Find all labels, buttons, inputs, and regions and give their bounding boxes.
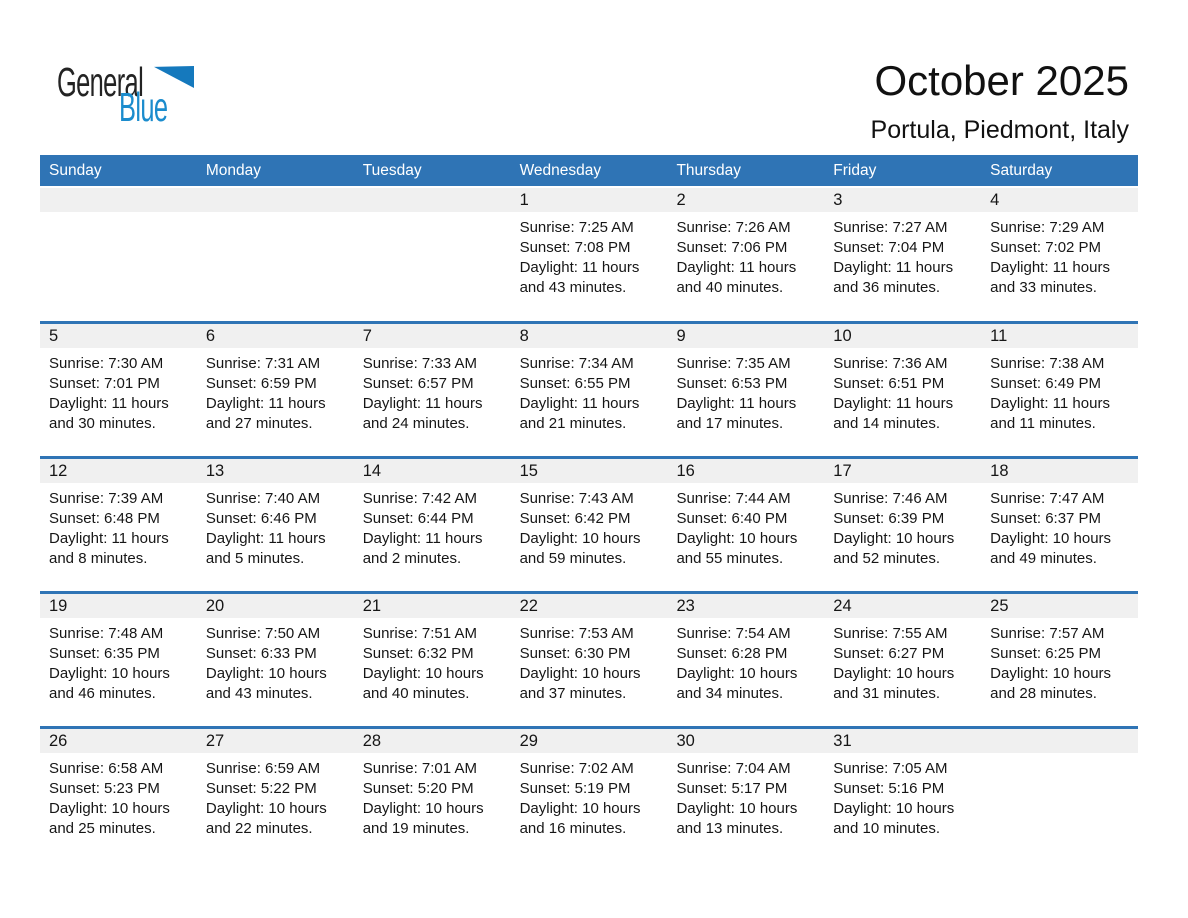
daylight-text: Daylight: 11 hours	[519, 395, 640, 412]
date-strip	[197, 459, 354, 483]
sunrise-text: Sunrise: 7:29 AM	[990, 219, 1105, 236]
day-cell-14	[354, 459, 511, 591]
date-strip	[40, 594, 197, 618]
week-row-1	[40, 186, 1138, 321]
sunset-text: Sunset: 5:16 PM	[833, 780, 945, 797]
empty-day-cell	[197, 188, 354, 321]
date-strip	[667, 188, 824, 212]
weekday-header-tuesday: Tuesday	[362, 161, 422, 179]
empty-day-cell	[981, 729, 1138, 861]
day-number: 9	[676, 326, 686, 345]
day-cell-30	[667, 729, 824, 861]
date-strip	[667, 729, 824, 753]
sunrise-text: Sunrise: 7:36 AM	[833, 355, 948, 372]
day-number: 18	[990, 461, 1009, 480]
day-number: 7	[362, 326, 372, 345]
sunset-text: Sunset: 6:59 PM	[205, 375, 317, 392]
sunrise-text: Sunrise: 6:58 AM	[49, 760, 164, 777]
day-cell-4	[981, 188, 1138, 321]
day-cell-11	[981, 324, 1138, 456]
day-cell-31	[824, 729, 981, 861]
date-strip	[197, 188, 354, 212]
day-number: 22	[519, 596, 538, 615]
day-number: 1	[519, 190, 529, 209]
page-title: October 2025	[874, 57, 1129, 104]
day-cell-1	[511, 188, 668, 321]
sunrise-text: Sunrise: 7:02 AM	[519, 760, 634, 777]
sunrise-text: Sunrise: 7:39 AM	[49, 490, 164, 507]
day-cell-15	[511, 459, 668, 591]
weekday-header-thursday: Thursday	[676, 161, 742, 179]
sunset-text: Sunset: 6:27 PM	[833, 645, 945, 662]
day-number: 26	[49, 731, 68, 750]
daylight-text: Daylight: 11 hours	[49, 530, 169, 547]
date-strip	[354, 188, 511, 212]
sunset-text: Sunset: 6:28 PM	[676, 645, 788, 662]
day-cell-17	[824, 459, 981, 591]
date-strip	[354, 729, 511, 753]
date-strip	[197, 324, 354, 348]
daylight-text: Daylight: 10 hours	[519, 800, 641, 817]
empty-day-cell	[354, 188, 511, 321]
daylight-text: Daylight: 11 hours	[362, 395, 483, 412]
day-number: 15	[519, 461, 538, 480]
daylight-text: Daylight: 11 hours	[833, 259, 954, 276]
sunrise-text: Sunrise: 7:38 AM	[990, 355, 1105, 372]
sunrise-text: Sunrise: 6:59 AM	[205, 760, 321, 777]
sunset-text: Sunset: 5:22 PM	[205, 780, 317, 797]
date-strip	[354, 459, 511, 483]
sunset-text: Sunset: 6:53 PM	[676, 375, 788, 392]
daylight-text: Daylight: 10 hours	[49, 800, 170, 817]
day-cell-24	[824, 594, 981, 726]
daylight-cont-text: and 13 minutes.	[676, 820, 784, 837]
sunrise-text: Sunrise: 7:04 AM	[676, 760, 791, 777]
daylight-cont-text: and 43 minutes.	[519, 279, 627, 296]
daylight-text: Daylight: 11 hours	[205, 395, 326, 412]
sunset-text: Sunset: 6:57 PM	[362, 375, 474, 392]
day-cell-20	[197, 594, 354, 726]
sunrise-text: Sunrise: 7:40 AM	[205, 490, 321, 507]
day-cell-22	[511, 594, 668, 726]
date-strip	[197, 594, 354, 618]
day-cell-19	[40, 594, 197, 726]
date-strip	[511, 594, 668, 618]
sunrise-text: Sunrise: 7:30 AM	[49, 355, 164, 372]
date-strip	[667, 594, 824, 618]
date-strip	[40, 729, 197, 753]
date-strip	[40, 459, 197, 483]
sunrise-text: Sunrise: 7:27 AM	[833, 219, 948, 236]
date-strip	[824, 459, 981, 483]
daylight-cont-text: and 25 minutes.	[49, 820, 156, 837]
daylight-cont-text: and 17 minutes.	[676, 415, 784, 432]
title-block	[871, 57, 1129, 145]
daylight-cont-text: and 37 minutes.	[519, 685, 627, 702]
date-strip	[824, 594, 981, 618]
daylight-cont-text: and 2 minutes.	[362, 550, 462, 567]
sunrise-text: Sunrise: 7:53 AM	[519, 625, 634, 642]
day-number: 29	[519, 731, 538, 750]
sunset-text: Sunset: 6:37 PM	[990, 510, 1102, 527]
sunset-text: Sunset: 7:06 PM	[676, 239, 788, 256]
daylight-cont-text: and 40 minutes.	[676, 279, 784, 296]
calendar-grid	[40, 186, 1138, 861]
sunset-text: Sunset: 6:46 PM	[205, 510, 317, 527]
daylight-cont-text: and 55 minutes.	[676, 550, 784, 567]
daylight-text: Daylight: 10 hours	[833, 800, 955, 817]
day-cell-26	[40, 729, 197, 861]
daylight-cont-text: and 31 minutes.	[833, 685, 941, 702]
day-number: 19	[49, 596, 68, 615]
day-number: 31	[833, 731, 852, 750]
date-strip	[981, 729, 1138, 753]
week-row-2	[40, 321, 1138, 456]
weekday-header-monday: Monday	[205, 161, 262, 179]
daylight-text: Daylight: 10 hours	[362, 665, 484, 682]
daylight-text: Daylight: 10 hours	[49, 665, 170, 682]
day-cell-16	[667, 459, 824, 591]
daylight-cont-text: and 10 minutes.	[833, 820, 941, 837]
weekday-header-saturday: Saturday	[990, 161, 1053, 179]
daylight-cont-text: and 14 minutes.	[833, 415, 941, 432]
day-cell-2	[667, 188, 824, 321]
daylight-text: Daylight: 11 hours	[519, 259, 640, 276]
weekday-header-sunday: Sunday	[49, 161, 102, 179]
day-cell-9	[667, 324, 824, 456]
daylight-cont-text: and 16 minutes.	[519, 820, 627, 837]
daylight-text: Daylight: 10 hours	[519, 530, 641, 547]
day-number: 30	[676, 731, 695, 750]
date-strip	[981, 188, 1138, 212]
daylight-cont-text: and 30 minutes.	[49, 415, 156, 432]
sunrise-text: Sunrise: 7:47 AM	[990, 490, 1105, 507]
daylight-cont-text: and 28 minutes.	[990, 685, 1097, 702]
sunrise-text: Sunrise: 7:31 AM	[205, 355, 321, 372]
date-strip	[981, 459, 1138, 483]
sunrise-text: Sunrise: 7:05 AM	[833, 760, 948, 777]
daylight-text: Daylight: 10 hours	[205, 665, 327, 682]
day-number: 2	[676, 190, 686, 209]
day-cell-5	[40, 324, 197, 456]
daylight-text: Daylight: 11 hours	[205, 530, 326, 547]
daylight-text: Daylight: 10 hours	[676, 800, 798, 817]
date-strip	[511, 459, 668, 483]
date-strip	[981, 324, 1138, 348]
day-number: 20	[205, 596, 225, 615]
sunset-text: Sunset: 5:17 PM	[676, 780, 788, 797]
sunrise-text: Sunrise: 7:43 AM	[519, 490, 634, 507]
sunrise-text: Sunrise: 7:54 AM	[676, 625, 791, 642]
week-row-3	[40, 456, 1138, 591]
day-cell-12	[40, 459, 197, 591]
day-number: 8	[519, 326, 529, 345]
daylight-text: Daylight: 11 hours	[990, 395, 1110, 412]
day-cell-25	[981, 594, 1138, 726]
day-cell-29	[511, 729, 668, 861]
sunset-text: Sunset: 7:08 PM	[519, 239, 631, 256]
day-cell-27	[197, 729, 354, 861]
day-number: 16	[676, 461, 695, 480]
day-cell-10	[824, 324, 981, 456]
weekday-header-row	[40, 155, 1138, 186]
day-cell-21	[354, 594, 511, 726]
day-number: 21	[362, 596, 382, 615]
daylight-text: Daylight: 11 hours	[362, 530, 483, 547]
page-location: Portula, Piedmont, Italy	[870, 116, 1129, 145]
sunset-text: Sunset: 6:30 PM	[519, 645, 631, 662]
date-strip	[40, 188, 197, 212]
day-cell-18	[981, 459, 1138, 591]
sunrise-text: Sunrise: 7:44 AM	[676, 490, 791, 507]
sunset-text: Sunset: 5:23 PM	[49, 780, 160, 797]
daylight-text: Daylight: 10 hours	[676, 665, 798, 682]
daylight-cont-text: and 24 minutes.	[362, 415, 470, 432]
sunrise-text: Sunrise: 7:55 AM	[833, 625, 948, 642]
daylight-cont-text: and 19 minutes.	[362, 820, 470, 837]
day-cell-3	[824, 188, 981, 321]
day-number: 5	[49, 326, 59, 345]
date-strip	[197, 729, 354, 753]
sunset-text: Sunset: 6:39 PM	[833, 510, 945, 527]
date-strip	[354, 594, 511, 618]
general-blue-logo	[57, 59, 307, 137]
daylight-cont-text: and 36 minutes.	[833, 279, 941, 296]
daylight-text: Daylight: 10 hours	[205, 800, 327, 817]
logo-text-general: General	[57, 59, 144, 105]
day-number: 13	[205, 461, 225, 480]
daylight-cont-text: and 22 minutes.	[205, 820, 313, 837]
date-strip	[824, 324, 981, 348]
daylight-cont-text: and 5 minutes.	[205, 550, 305, 567]
sunrise-text: Sunrise: 7:25 AM	[519, 219, 634, 236]
day-number: 17	[833, 461, 852, 480]
daylight-cont-text: and 59 minutes.	[519, 550, 627, 567]
daylight-cont-text: and 21 minutes.	[519, 415, 627, 432]
daylight-cont-text: and 27 minutes.	[205, 415, 313, 432]
sunset-text: Sunset: 6:49 PM	[990, 375, 1102, 392]
calendar	[40, 155, 1138, 861]
sunset-text: Sunset: 5:20 PM	[362, 780, 474, 797]
sunset-text: Sunset: 5:19 PM	[519, 780, 631, 797]
date-strip	[824, 188, 981, 212]
day-number: 10	[833, 326, 852, 345]
daylight-cont-text: and 8 minutes.	[49, 550, 148, 567]
daylight-text: Daylight: 10 hours	[676, 530, 798, 547]
weekday-header-wednesday: Wednesday	[519, 161, 602, 179]
daylight-cont-text: and 11 minutes.	[990, 415, 1096, 432]
sunset-text: Sunset: 6:33 PM	[205, 645, 317, 662]
sunset-text: Sunset: 7:02 PM	[990, 239, 1102, 256]
daylight-cont-text: and 52 minutes.	[833, 550, 941, 567]
date-strip	[981, 594, 1138, 618]
daylight-text: Daylight: 10 hours	[833, 530, 955, 547]
sunrise-text: Sunrise: 7:01 AM	[362, 760, 477, 777]
date-strip	[511, 324, 668, 348]
daylight-text: Daylight: 10 hours	[990, 665, 1112, 682]
date-strip	[354, 324, 511, 348]
daylight-text: Daylight: 10 hours	[990, 530, 1112, 547]
day-number: 24	[833, 596, 852, 615]
day-number: 3	[833, 190, 843, 209]
daylight-cont-text: and 43 minutes.	[205, 685, 313, 702]
day-number: 4	[990, 190, 1000, 209]
sunrise-text: Sunrise: 7:34 AM	[519, 355, 634, 372]
sunset-text: Sunset: 6:32 PM	[362, 645, 474, 662]
date-strip	[40, 324, 197, 348]
day-number: 25	[990, 596, 1009, 615]
daylight-cont-text: and 34 minutes.	[676, 685, 784, 702]
daylight-text: Daylight: 11 hours	[833, 395, 954, 412]
daylight-cont-text: and 49 minutes.	[990, 550, 1097, 567]
daylight-text: Daylight: 11 hours	[990, 259, 1110, 276]
logo-text-blue: Blue	[119, 84, 168, 130]
sunset-text: Sunset: 6:51 PM	[833, 375, 945, 392]
day-cell-7	[354, 324, 511, 456]
empty-day-cell	[40, 188, 197, 321]
daylight-cont-text: and 46 minutes.	[49, 685, 156, 702]
date-strip	[511, 188, 668, 212]
date-strip	[511, 729, 668, 753]
sunset-text: Sunset: 7:01 PM	[49, 375, 160, 392]
day-cell-23	[667, 594, 824, 726]
sunset-text: Sunset: 6:42 PM	[519, 510, 631, 527]
daylight-text: Daylight: 10 hours	[519, 665, 641, 682]
sunset-text: Sunset: 6:55 PM	[519, 375, 631, 392]
date-strip	[667, 459, 824, 483]
day-number: 12	[49, 461, 68, 480]
week-row-5	[40, 726, 1138, 861]
day-number: 28	[362, 731, 382, 750]
sunrise-text: Sunrise: 7:35 AM	[676, 355, 791, 372]
sunrise-text: Sunrise: 7:33 AM	[362, 355, 477, 372]
day-number: 23	[676, 596, 695, 615]
daylight-text: Daylight: 10 hours	[362, 800, 484, 817]
daylight-cont-text: and 33 minutes.	[990, 279, 1097, 296]
sunrise-text: Sunrise: 7:48 AM	[49, 625, 164, 642]
daylight-text: Daylight: 10 hours	[833, 665, 955, 682]
sunrise-text: Sunrise: 7:26 AM	[676, 219, 791, 236]
daylight-cont-text: and 40 minutes.	[362, 685, 470, 702]
daylight-text: Daylight: 11 hours	[676, 259, 797, 276]
day-cell-13	[197, 459, 354, 591]
day-number: 27	[205, 731, 225, 750]
daylight-text: Daylight: 11 hours	[676, 395, 797, 412]
day-number: 14	[362, 461, 382, 480]
sunrise-text: Sunrise: 7:42 AM	[362, 490, 477, 507]
weekday-header-friday: Friday	[833, 161, 877, 179]
sunrise-text: Sunrise: 7:57 AM	[990, 625, 1105, 642]
sunset-text: Sunset: 7:04 PM	[833, 239, 945, 256]
sunset-text: Sunset: 6:48 PM	[49, 510, 160, 527]
sunset-text: Sunset: 6:35 PM	[49, 645, 160, 662]
daylight-text: Daylight: 11 hours	[49, 395, 169, 412]
week-row-4	[40, 591, 1138, 726]
date-strip	[824, 729, 981, 753]
sunrise-text: Sunrise: 7:46 AM	[833, 490, 948, 507]
day-cell-6	[197, 324, 354, 456]
sunset-text: Sunset: 6:25 PM	[990, 645, 1102, 662]
day-number: 11	[990, 326, 1008, 345]
sunset-text: Sunset: 6:44 PM	[362, 510, 474, 527]
sunrise-text: Sunrise: 7:50 AM	[205, 625, 321, 642]
day-number: 6	[205, 326, 216, 345]
day-cell-28	[354, 729, 511, 861]
sunset-text: Sunset: 6:40 PM	[676, 510, 788, 527]
date-strip	[667, 324, 824, 348]
day-cell-8	[511, 324, 668, 456]
sunrise-text: Sunrise: 7:51 AM	[362, 625, 477, 642]
